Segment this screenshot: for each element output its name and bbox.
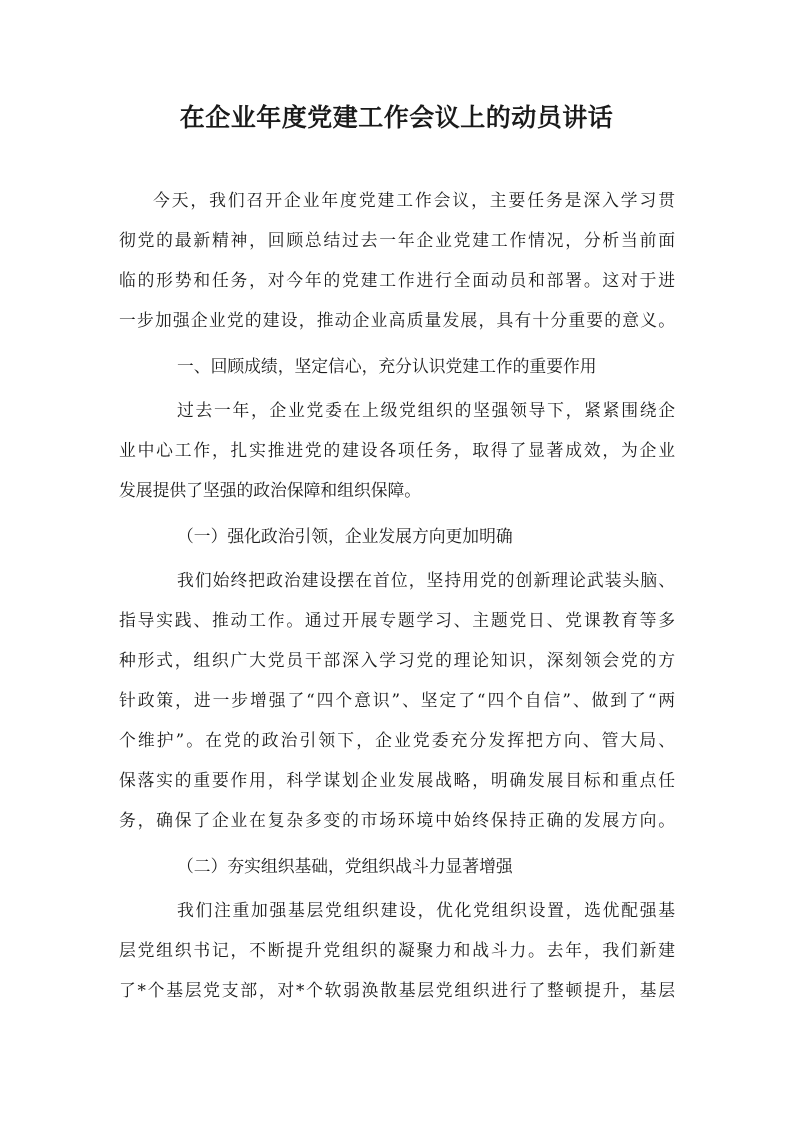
subsection-heading: （二）夯实组织基础，党组织战斗力显著增强 bbox=[177, 856, 513, 876]
paragraph-line: 保落实的重要作用，科学谋划企业发展战略，明确发展目标和重点任 bbox=[119, 770, 675, 790]
paragraph-line: 我们注重加强基层党组织建设，优化党组织设置，选优配强基 bbox=[177, 900, 675, 920]
paragraph-line: 个维护”。在党的政治引领下，企业党委充分发挥把方向、管大局、 bbox=[119, 730, 675, 750]
paragraph-line: 了*个基层党支部，对*个软弱涣散基层党组织进行了整顿提升，基层 bbox=[119, 980, 675, 1000]
paragraph-line: 一步加强企业党的建设，推动企业高质量发展，具有十分重要的意义。 bbox=[119, 310, 675, 330]
paragraph-line: 彻党的最新精神，回顾总结过去一年企业党建工作情况，分析当前面 bbox=[119, 230, 675, 250]
paragraph-line: 业中心工作，扎实推进党的建设各项任务，取得了显著成效，为企业 bbox=[119, 440, 675, 460]
paragraph-line: 针政策，进一步增强了“四个意识”、坚定了“四个自信”、做到了“两 bbox=[119, 690, 675, 710]
paragraph-line: 过去一年，企业党委在上级党组织的坚强领导下，紧紧围绕企 bbox=[177, 400, 675, 420]
paragraph-line: 今天，我们召开企业年度党建工作会议，主要任务是深入学习贯 bbox=[153, 190, 675, 210]
paragraph-line: 种形式，组织广大党员干部深入学习党的理论知识，深刻领会党的方 bbox=[119, 650, 675, 670]
paragraph-line: 指导实践、推动工作。通过开展专题学习、主题党日、党课教育等多 bbox=[119, 610, 675, 630]
paragraph-line: 临的形势和任务，对今年的党建工作进行全面动员和部署。这对于进 bbox=[119, 270, 675, 290]
subsection-heading: （一）强化政治引领，企业发展方向更加明确 bbox=[177, 526, 513, 546]
paragraph-line: 发展提供了坚强的政治保障和组织保障。 bbox=[119, 480, 422, 500]
document-title: 在企业年度党建工作会议上的动员讲话 bbox=[179, 103, 614, 132]
paragraph-line: 层党组织书记，不断提升党组织的凝聚力和战斗力。去年，我们新建 bbox=[119, 940, 675, 960]
paragraph-line: 我们始终把政治建设摆在首位，坚持用党的创新理论武装头脑、 bbox=[177, 570, 675, 590]
section-heading: 一、回顾成绩，坚定信心，充分认识党建工作的重要作用 bbox=[177, 356, 597, 376]
paragraph-line: 务，确保了企业在复杂多变的市场环境中始终保持正确的发展方向。 bbox=[119, 810, 675, 830]
